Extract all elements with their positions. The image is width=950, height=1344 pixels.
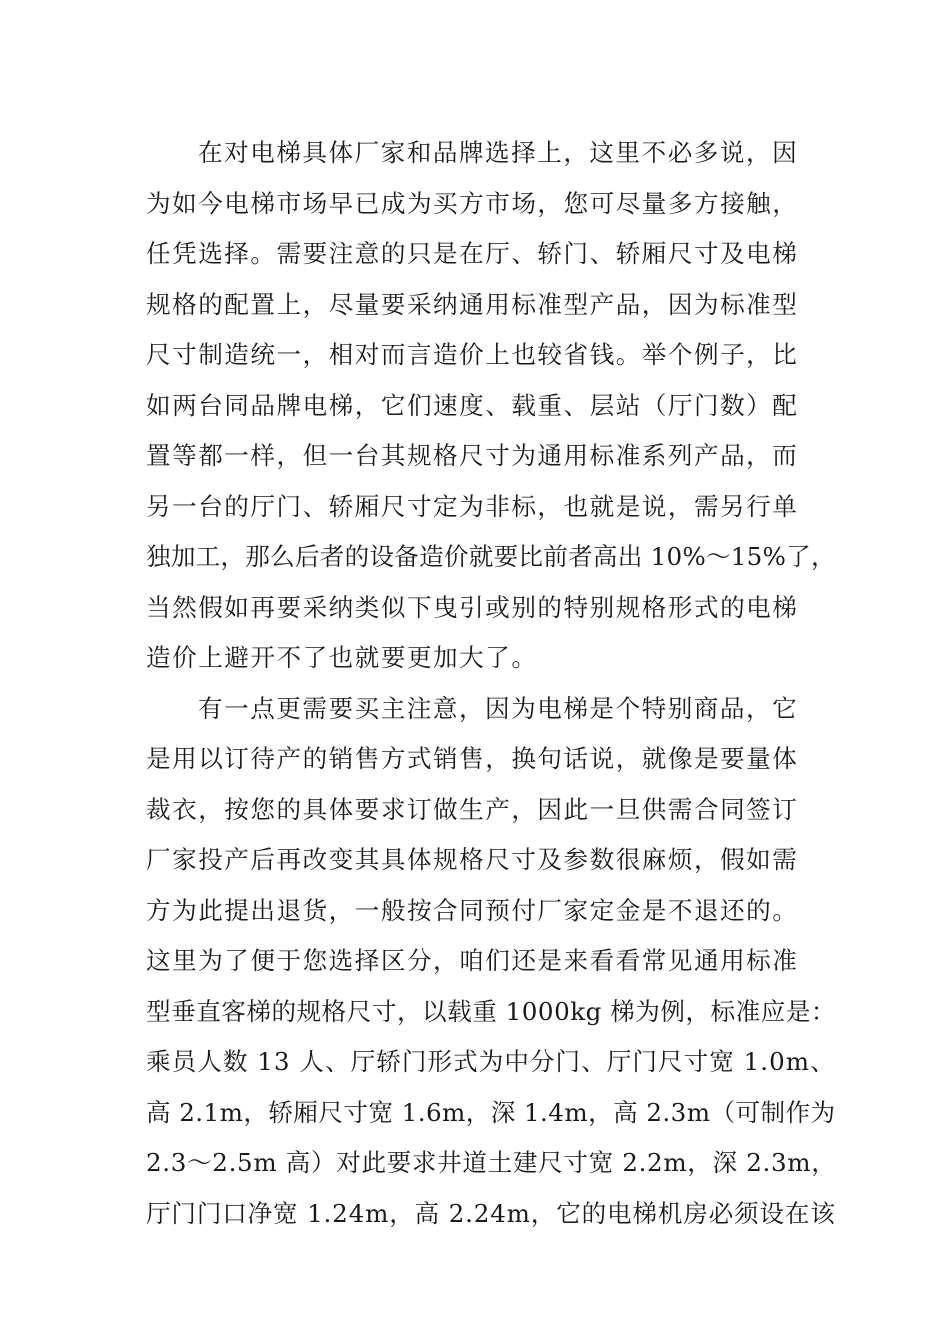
text-line: 方为此提出退货，一般按合同预付厂家定金是不退还的。 xyxy=(146,895,799,925)
text-line: 造价上避开不了也就要更加大了。 xyxy=(146,643,538,672)
body-text xyxy=(146,132,837,1243)
text-line: 乘员人数 13 人、厅轿门形式为中分门、厅门尺寸宽 1.0m、 xyxy=(146,1047,836,1076)
text-line: 有一点更需要买主注意，因为电梯是个特别商品，它 xyxy=(198,693,799,723)
text-line: 这里为了便于您选择区分，咱们还是来看看常见通用标准 xyxy=(146,946,799,975)
text-line: 2.3～2.5m 高）对此要求井道土建尺寸宽 2.2m，深 2.3m， xyxy=(146,1148,837,1177)
text-line: 如两台同品牌电梯，它们速度、载重、层站（厅门数）配 xyxy=(146,390,799,420)
text-line: 任凭选择。需要注意的只是在厅、轿门、轿厢尺寸及电梯 xyxy=(146,239,799,268)
text-line: 是用以订待产的销售方式销售，换句话说，就像是要量体 xyxy=(146,744,799,773)
text-line: 置等都一样，但一台其规格尺寸为通用标准系列产品，而 xyxy=(146,441,799,470)
text-line: 尺寸制造统一，相对而言造价上也较省钱。举个例子，比 xyxy=(146,340,799,369)
text-line: 为如今电梯市场早已成为买方市场，您可尽量多方接触， xyxy=(146,188,799,218)
text-line: 规格的配置上，尽量要采纳通用标准型产品，因为标准型 xyxy=(146,289,799,319)
text-line: 裁衣，按您的具体要求订做生产，因此一旦供需合同签订 xyxy=(146,794,799,824)
text-line: 另一台的厅门、轿厢尺寸定为非标，也就是说，需另行单 xyxy=(146,491,799,521)
text-line: 高 2.1m，轿厢尺寸宽 1.6m，深 1.4m，高 2.3m（可制作为 xyxy=(146,1097,836,1127)
text-line: 在对电梯具体厂家和品牌选择上，这里不必多说，因 xyxy=(198,138,799,167)
text-line: 独加工，那么后者的设备造价就要比前者高出 10%～15%了， xyxy=(146,542,836,571)
text-line: 厂家投产后再改变其具体规格尺寸及参数很麻烦，假如需 xyxy=(146,845,799,874)
text-line: 型垂直客梯的规格尺寸，以载重 1000kg 梯为例，标准应是： xyxy=(146,996,837,1026)
text-line: 当然假如再要采纳类似下曳引或别的特别规格形式的电梯 xyxy=(146,592,799,622)
text-line: 厅门门口净宽 1.24m，高 2.24m，它的电梯机房必须设在该 xyxy=(146,1198,836,1228)
